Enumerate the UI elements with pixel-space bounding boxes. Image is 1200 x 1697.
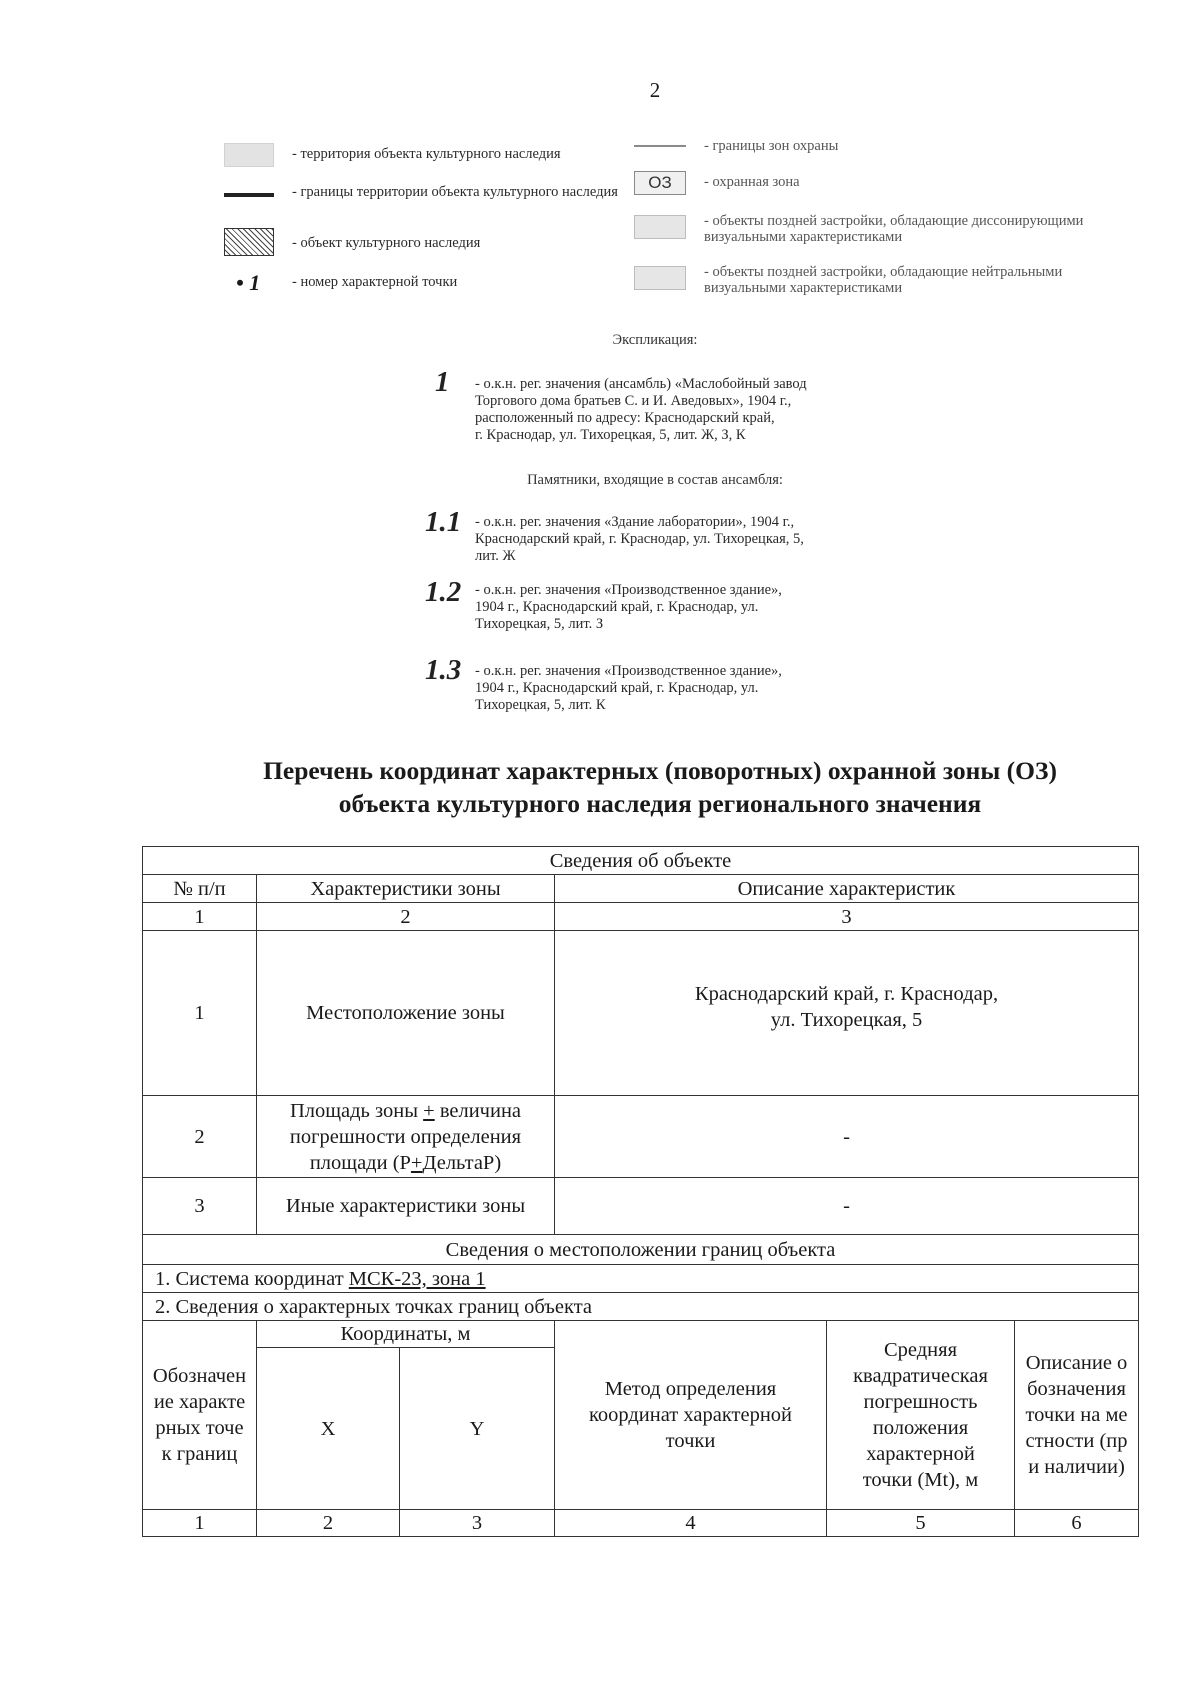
- ensemble-item-number: 1.3: [425, 654, 462, 686]
- explication-main-line: расположенный по адресу: Краснодарский край,: [475, 410, 775, 426]
- coordinate-system-value: МСК-23, зона 1: [348, 1267, 486, 1290]
- header-description: Описание характеристик: [555, 875, 1139, 903]
- ensemble-item-line: 1904 г., Краснодарский край, г. Краснодар, ул.: [475, 599, 759, 615]
- col-number: 2: [257, 903, 555, 931]
- explication-main-text: [475, 376, 915, 444]
- explication-main-line: г. Краснодар, ул. Тихорецкая, 5, лит. Ж, З, К: [475, 427, 746, 443]
- col-number: 5: [827, 1510, 1015, 1537]
- ensemble-item-line: - о.к.н. рег. значения «Производственное здание»,: [475, 663, 782, 679]
- row-description: [555, 931, 1139, 1096]
- legend-text-territory-boundary: - границы территории объекта культурного наследия: [292, 184, 618, 200]
- ensemble-item-text: [475, 582, 915, 633]
- oz-label-icon: ОЗ: [634, 171, 686, 195]
- row-description: -: [555, 1096, 1139, 1178]
- legend-text-zone-boundary: - границы зон охраны: [704, 138, 839, 154]
- zone-boundary-line-icon: [634, 145, 686, 147]
- table-row: [143, 1178, 1139, 1235]
- ensemble-item-line: лит. Ж: [475, 548, 516, 564]
- plus-minus-sign: +: [423, 1099, 435, 1122]
- explication-title: Экспликация:: [612, 332, 698, 348]
- explication-main-line: - о.к.н. рег. значения (ансамбль) «Маслобойный завод: [475, 376, 807, 392]
- hatched-object-icon: [224, 228, 274, 256]
- ensemble-item-line: - о.к.н. рег. значения «Производственное здание»,: [475, 582, 782, 598]
- legend-text-protected-zone: - охранная зона: [704, 174, 800, 190]
- coordinates-table: [142, 846, 1139, 1537]
- description-line: Краснодарский край, г. Краснодар,: [694, 983, 999, 1005]
- row-characteristic: Иные характеристики зоны: [257, 1178, 555, 1235]
- ensemble-item-line: Краснодарский край, г. Краснодар, ул. Тихорецкая, 5,: [475, 531, 804, 547]
- col-number: 6: [1015, 1510, 1139, 1537]
- row-description: -: [555, 1178, 1139, 1235]
- legend-text-territory: - территория объекта культурного наследия: [292, 146, 561, 162]
- col-number: 3: [555, 903, 1139, 931]
- header-method: Метод определения координат характерной точки: [555, 1321, 827, 1510]
- col-number: 4: [555, 1510, 827, 1537]
- heading-line: Перечень координат характерных (поворотных) охранной зоны (ОЗ): [263, 756, 1057, 785]
- explication-main-number: 1: [435, 366, 450, 398]
- header-y: Y: [400, 1348, 555, 1510]
- table-row: [143, 931, 1139, 1096]
- header-num: № п/п: [143, 875, 257, 903]
- row-num: 3: [143, 1178, 257, 1235]
- table-row: [143, 1096, 1139, 1178]
- plus-minus-sign: +: [410, 1151, 423, 1174]
- char-text: Площадь зоны: [289, 1099, 424, 1122]
- page-number: 2: [649, 78, 661, 102]
- ensemble-item-line: Тихорецкая, 5, лит. К: [475, 697, 606, 713]
- col-number: 1: [143, 1510, 257, 1537]
- description-line: ул. Тихорецкая, 5: [770, 1009, 923, 1031]
- row-characteristic: [257, 1096, 555, 1178]
- header-designation: Обозначение характерных точек границ: [143, 1321, 257, 1510]
- header-location-description: Описание обозначения точки на местности (при наличии): [1015, 1321, 1139, 1510]
- char-text: ДельтаР): [422, 1151, 502, 1174]
- legend-text-heritage-object: - объект культурного наследия: [292, 235, 481, 251]
- ensemble-item-text: [475, 663, 915, 714]
- ensemble-item-number: 1.1: [425, 506, 462, 538]
- section-header-location: Сведения о местоположении границ объекта: [143, 1235, 1139, 1265]
- ensemble-item-text: [475, 514, 915, 565]
- col-number: 3: [400, 1510, 555, 1537]
- legend-text-point-number: - номер характерной точки: [292, 274, 458, 290]
- ensemble-item-line: Тихорецкая, 5, лит. З: [475, 616, 604, 632]
- territory-boundary-line-icon: [224, 193, 274, 197]
- col-number: 1: [143, 903, 257, 931]
- header-characteristics: Характеристики зоны: [257, 875, 555, 903]
- char-text: величина погрешности определения площади (Р: [289, 1099, 522, 1174]
- point-marker-icon: • 1: [236, 270, 261, 295]
- heading-line: объекта культурного наследия регионального значения: [338, 789, 982, 818]
- section-header-object-info: Сведения об объекте: [143, 847, 1139, 875]
- row-num: 2: [143, 1096, 257, 1178]
- dissonant-building-icon: [634, 215, 686, 239]
- header-coordinates: Координаты, м: [257, 1321, 555, 1348]
- explication-main-line: Торгового дома братьев С. и И. Аведовых», 1904 г.,: [475, 393, 792, 409]
- document-heading: [200, 754, 1120, 820]
- row-num: 1: [143, 931, 257, 1096]
- header-x: X: [257, 1348, 400, 1510]
- ensemble-item-line: - о.к.н. рег. значения «Здание лаборатории», 1904 г.,: [475, 514, 795, 530]
- coordinate-system-label: 1. Система координат: [155, 1267, 349, 1290]
- header-error: Средняя квадратическая погрешность положения характерной точки (Mt), м: [827, 1321, 1015, 1510]
- points-title: 2. Сведения о характерных точках границ объекта: [143, 1293, 1139, 1321]
- neutral-building-icon: [634, 266, 686, 290]
- legend-text-neutral: - объекты поздней застройки, обладающие нейтральными визуальными характеристиками: [704, 264, 1063, 296]
- ensemble-subtitle: Памятники, входящие в состав ансамбля:: [527, 472, 783, 488]
- row-characteristic: Местоположение зоны: [257, 931, 555, 1096]
- territory-fill-icon: [224, 143, 274, 167]
- legend-text-dissonant: - объекты поздней застройки, обладающие диссонирующими визуальными характеристиками: [704, 213, 1084, 245]
- col-number: 2: [257, 1510, 400, 1537]
- ensemble-item-number: 1.2: [425, 576, 462, 608]
- ensemble-item-line: 1904 г., Краснодарский край, г. Краснодар, ул.: [475, 680, 759, 696]
- coordinate-system: [143, 1265, 1139, 1293]
